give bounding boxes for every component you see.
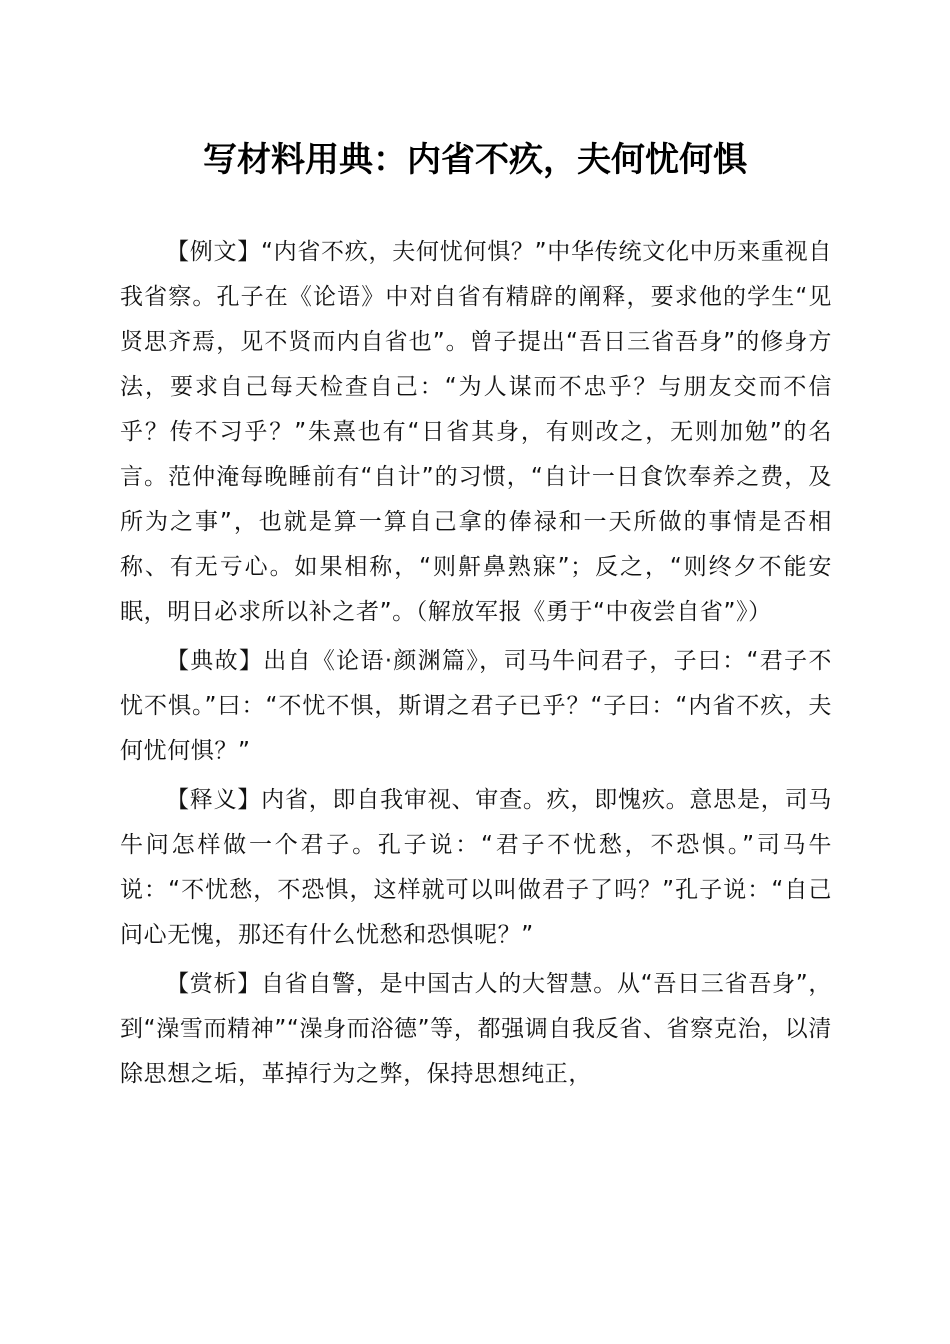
paragraph-text: 自省自警，是中国古人的大智慧。从“吾日三省吾身”，到“澡雪而精神”“澡身而浴德”等，都强调自我反省、省察克治，以清除思想之垢，革掉行为之弊，保持思想纯正，	[120, 971, 832, 1087]
paragraph-label: 【释义】	[166, 787, 262, 813]
paragraph-allusion	[120, 639, 832, 774]
paragraph-appreciation	[120, 962, 832, 1097]
paragraph-text: 内省，即自我审视、审查。疚，即愧疚。意思是，司马牛问怎样做一个君子。孔子说：“君子不忧愁，不恐惧。”司马牛说：“不忧愁，不恐惧，这样就可以叫做君子了吗？”孔子说：“自己问心无愧，那还有什么忧愁和恐惧呢？”	[120, 787, 832, 948]
paragraph-label: 【例文】	[166, 239, 261, 265]
paragraph-example	[120, 230, 832, 635]
paragraph-interpretation	[120, 778, 832, 958]
paragraph-label: 【典故】	[166, 648, 264, 674]
paragraph-text: “内省不疚，夫何忧何惧？”中华传统文化中历来重视自我省察。孔子在《论语》中对自省有精辟的阐释，要求他的学生“见贤思齐焉，见不贤而内自省也”。曾子提出“吾日三省吾身”的修身方法，要求自己每天检查自己：“为人谋而不忠乎？与朋友交而不信乎？传不习乎？”朱熹也有“日省其身，有则改之，无则加勉”的名言。范仲淹每晚睡前有“自计”的习惯，“自计一日食饮奉养之费，及所为之事”，也就是算一算自己拿的俸禄和一天所做的事情是否相称、有无亏心。如果相称，“则鼾鼻熟寐”；反之，“则终夕不能安眠，明日必求所以补之者”。（解放军报《勇于“中夜尝自省”》）	[120, 239, 832, 625]
paragraph-label: 【赏析】	[166, 971, 261, 997]
document-body	[120, 230, 832, 1097]
paragraph-text: 出自《论语·颜渊篇》，司马牛问君子，子曰：“君子不忧不惧。”曰：“不忧不惧，斯谓之君子已乎？“子曰：“内省不疚，夫何忧何惧？”	[120, 648, 832, 764]
document-title: 写材料用典：内省不疚，夫何忧何惧	[203, 140, 747, 180]
